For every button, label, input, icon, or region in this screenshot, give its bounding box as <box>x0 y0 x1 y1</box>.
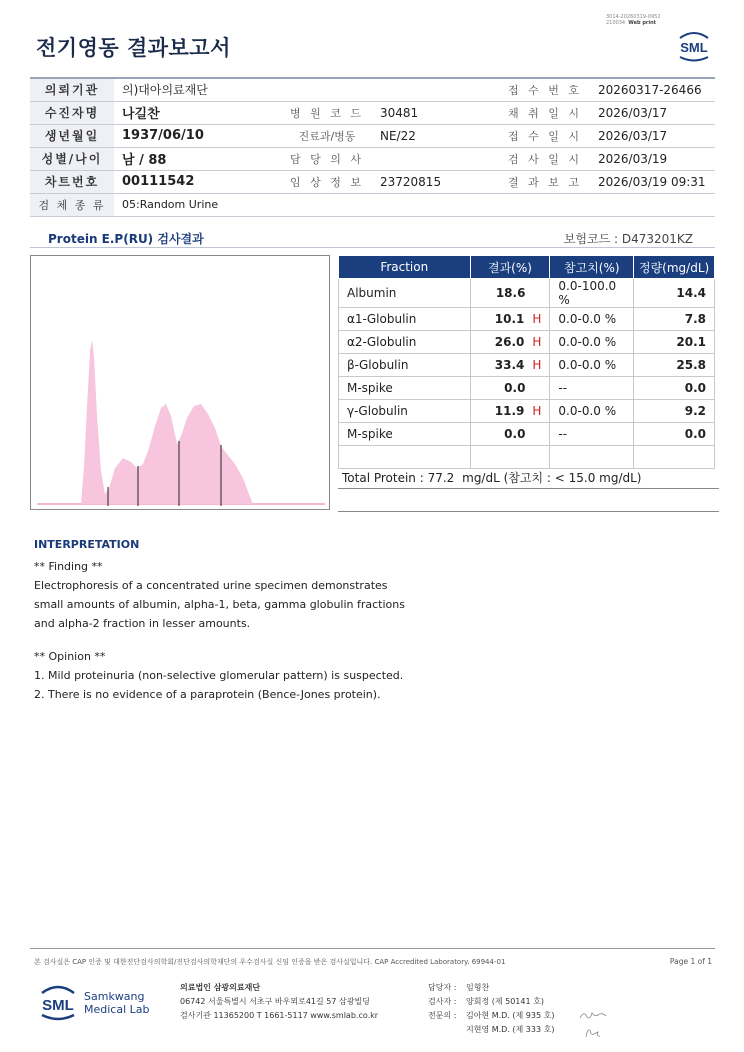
reference-cell: 0.0-0.0 % <box>550 308 634 331</box>
result-value: 11.9 <box>494 404 525 418</box>
info-row <box>30 147 715 170</box>
table-row <box>339 308 715 331</box>
result-section-header <box>30 226 715 248</box>
result-value: 26.0 <box>494 335 525 349</box>
result-cell <box>470 308 550 331</box>
accreditation-note: 본 검사실은 CAP 인증 및 대한진단검사의학회/진단검사의학재단의 우수검사실 신임 인증을 받은 검사실입니다. CAP Accredited Laboratory. 69944-01 <box>34 958 506 966</box>
value-test-date: 2026/03/19 <box>590 147 715 170</box>
value-accession-no: 20260317-26466 <box>590 78 715 101</box>
divider-line <box>338 511 719 512</box>
value-specimen-type: 05:Random Urine <box>114 193 715 216</box>
label-collection-date: 채 취 일 시 <box>500 101 590 124</box>
info-row <box>30 193 715 216</box>
samkwang-logo-icon <box>36 983 80 1023</box>
fraction-results-table <box>338 255 715 469</box>
staff-role: 검사자 : <box>428 997 457 1006</box>
header-result: 결과(%) <box>470 256 550 279</box>
signature-image <box>578 1008 608 1022</box>
finding-line: and alpha-2 fraction in lesser amounts. <box>34 617 251 630</box>
header-fraction: Fraction <box>339 256 471 279</box>
value-report-date: 2026/03/19 09:31 <box>590 170 715 193</box>
value-physician <box>372 147 500 170</box>
label-patient-name: 수진자명 <box>30 101 114 124</box>
concentration-cell: 7.8 <box>634 308 715 331</box>
label-requesting-org: 의뢰기관 <box>30 78 114 101</box>
print-label: Web print <box>628 20 657 26</box>
label-specimen-type: 검 체 종 류 <box>30 193 114 216</box>
table-row <box>339 446 715 469</box>
result-cell <box>470 331 550 354</box>
reference-cell: 0.0-0.0 % <box>550 331 634 354</box>
info-row <box>30 124 715 147</box>
fraction-cell: M-spike <box>339 377 471 400</box>
result-value: 10.1 <box>494 312 525 326</box>
staff-role <box>428 1023 466 1037</box>
staff-role: 전문의 : <box>428 1011 457 1020</box>
reference-cell <box>550 446 634 469</box>
value-sex-age: 남 / 88 <box>114 147 282 170</box>
print-code: 3014-20260319-0952 <box>606 14 661 20</box>
total-protein-line <box>338 467 719 489</box>
brand-line-2: Medical Lab <box>84 1003 150 1016</box>
interpretation-heading: INTERPRETATION <box>34 538 140 551</box>
org-info <box>180 981 378 1023</box>
result-cell <box>470 377 550 400</box>
opinion-line: 2. There is no evidence of a paraprotein (Bence-Jones protein). <box>34 688 381 701</box>
result-cell <box>470 400 550 423</box>
concentration-cell: 20.1 <box>634 331 715 354</box>
high-flag: H <box>532 404 542 418</box>
concentration-cell: 14.4 <box>634 279 715 308</box>
staff-name: 지현영 M.D. (제 333 호) <box>466 1025 555 1034</box>
fraction-cell: M-spike <box>339 423 471 446</box>
high-flag: H <box>532 335 542 349</box>
signature-image <box>582 1026 604 1040</box>
table-header-row <box>339 256 715 279</box>
print-code-2: 210034 <box>606 20 626 26</box>
value-patient-name: 나길찬 <box>114 101 282 124</box>
info-row <box>30 78 715 101</box>
results-body <box>339 279 715 469</box>
electropherogram-graph <box>30 255 330 510</box>
fraction-cell <box>339 446 471 469</box>
finding-line: small amounts of albumin, alpha-1, beta, gamma globulin fractions <box>34 598 405 611</box>
label-hospital-code: 병 원 코 드 <box>282 101 372 124</box>
print-meta <box>606 14 661 26</box>
fraction-cell: γ-Globulin <box>339 400 471 423</box>
staff-info <box>428 981 554 1037</box>
insurance-code: 보험코드 : D473201KZ <box>563 232 693 246</box>
samkwang-logo-text: SML <box>42 997 74 1014</box>
brand-name <box>84 990 150 1016</box>
opinion-heading: ** Opinion ** <box>34 650 106 663</box>
fraction-cell: α1-Globulin <box>339 308 471 331</box>
footer-divider <box>30 948 715 949</box>
org-name: 의료법인 삼광의료재단 <box>180 983 261 992</box>
result-value: 0.0 <box>504 381 526 395</box>
value-clinical-info: 23720815 <box>372 170 500 193</box>
electropherogram-svg <box>31 256 331 511</box>
fraction-cell: β-Globulin <box>339 354 471 377</box>
info-row <box>30 170 715 193</box>
staff-row <box>428 981 554 995</box>
value-received-date: 2026/03/17 <box>590 124 715 147</box>
result-cell <box>470 423 550 446</box>
table-row <box>339 400 715 423</box>
org-address: 06742 서울특별시 서초구 바우뫼로41길 57 삼광빌딩 <box>180 997 370 1006</box>
finding-heading: ** Finding ** <box>34 560 103 573</box>
fraction-cell: α2-Globulin <box>339 331 471 354</box>
org-contact: 검사기관 11365200 T 1661-5117 www.smlab.co.kr <box>180 1011 379 1020</box>
result-value: 0.0 <box>504 427 526 441</box>
staff-role: 담당자 : <box>428 983 457 992</box>
total-protein-reference: (참고치 : < 15.0 mg/dL) <box>503 471 642 485</box>
opinion-line: 1. Mild proteinuria (non-selective glomerular pattern) is suspected. <box>34 669 404 682</box>
total-protein-unit: mg/dL <box>462 471 500 485</box>
reference-cell: 0.0-0.0 % <box>550 354 634 377</box>
info-row <box>30 101 715 124</box>
value-chart-no: 00111542 <box>114 170 282 193</box>
reference-cell: -- <box>550 377 634 400</box>
concentration-cell: 0.0 <box>634 377 715 400</box>
concentration-cell: 25.8 <box>634 354 715 377</box>
sml-logo-text: SML <box>680 40 708 55</box>
patient-info-table <box>30 77 715 217</box>
staff-row <box>428 1009 554 1023</box>
page-number: Page 1 of 1 <box>669 957 712 966</box>
high-flag: H <box>532 312 542 326</box>
value-hospital-code: 30481 <box>372 101 500 124</box>
section-title: Protein E.P(RU) 검사결과 <box>48 232 204 246</box>
table-row <box>339 423 715 446</box>
reference-cell: 0.0-0.0 % <box>550 400 634 423</box>
staff-name: 김아현 M.D. (제 935 호) <box>466 1011 555 1020</box>
sml-logo-icon <box>674 30 714 64</box>
label-accession-no: 접 수 번 호 <box>500 78 590 101</box>
result-cell <box>470 446 550 469</box>
label-clinical-info: 임 상 정 보 <box>282 170 372 193</box>
header-reference: 참고치(%) <box>550 256 634 279</box>
value-collection-date: 2026/03/17 <box>590 101 715 124</box>
staff-row <box>428 1023 554 1037</box>
concentration-cell <box>634 446 715 469</box>
label-physician: 담 당 의 사 <box>282 147 372 170</box>
table-row <box>339 279 715 308</box>
high-flag: H <box>532 358 542 372</box>
table-row <box>339 377 715 400</box>
electropherogram-curve <box>81 340 253 504</box>
result-cell <box>470 354 550 377</box>
staff-name: 임형찬 <box>466 983 490 992</box>
table-row <box>339 331 715 354</box>
brand-line-1: Samkwang <box>84 990 145 1003</box>
concentration-cell: 9.2 <box>634 400 715 423</box>
concentration-cell: 0.0 <box>634 423 715 446</box>
value-requesting-org: 의)대아의료재단 <box>114 78 500 101</box>
label-report-date: 결 과 보 고 <box>500 170 590 193</box>
staff-row <box>428 995 554 1009</box>
label-test-date: 검 사 일 시 <box>500 147 590 170</box>
total-protein-value: Total Protein : 77.2 <box>342 471 455 485</box>
result-value: 33.4 <box>494 358 525 372</box>
reference-cell: 0.0-100.0 % <box>550 279 634 308</box>
header-concentration: 정량(mg/dL) <box>634 256 715 279</box>
label-sex-age: 성별/나이 <box>30 147 114 170</box>
table-row <box>339 354 715 377</box>
report-title: 전기영동 결과보고서 <box>36 36 231 60</box>
result-value: 18.6 <box>495 286 526 300</box>
value-birth-date: 1937/06/10 <box>114 124 282 147</box>
label-received-date: 접 수 일 시 <box>500 124 590 147</box>
reference-cell: -- <box>550 423 634 446</box>
finding-line: Electrophoresis of a concentrated urine specimen demonstrates <box>34 579 388 592</box>
label-chart-no: 차트번호 <box>30 170 114 193</box>
label-birth-date: 생년월일 <box>30 124 114 147</box>
fraction-cell: Albumin <box>339 279 471 308</box>
staff-name: 양회정 (제 50141 호) <box>466 997 544 1006</box>
result-cell <box>470 279 550 308</box>
value-department: NE/22 <box>372 124 500 147</box>
label-department: 진료과/병동 <box>282 124 372 147</box>
